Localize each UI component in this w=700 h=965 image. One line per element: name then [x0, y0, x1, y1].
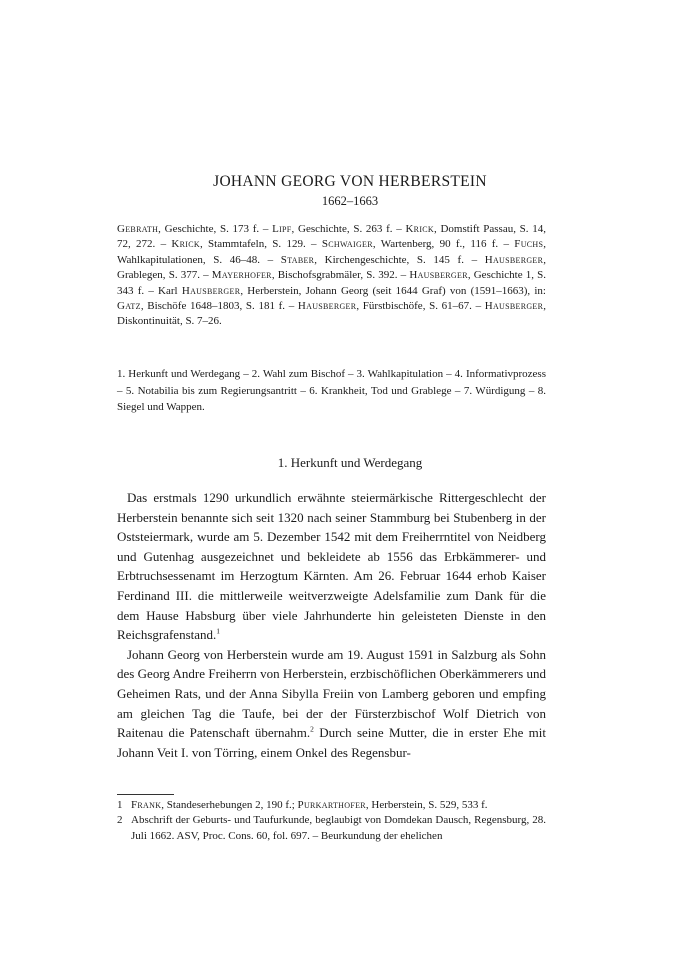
bib-entry-text: , Wahlkapitulationen, S. 46–48. – — [117, 238, 546, 266]
bib-author: Hausberger — [297, 300, 357, 313]
bib-author: Hausberger — [181, 284, 241, 297]
bib-author: Hausberger — [484, 300, 544, 313]
bib-author: Fuchs — [514, 238, 544, 251]
bib-author: Gatz — [117, 300, 141, 313]
paragraph-2 — [117, 645, 546, 763]
bib-entry-text: , Stammtafeln, S. 129. – — [199, 238, 322, 251]
paragraph-2-text-a: Johann Georg von Herberstein wurde am 19. August 1591 in Salzburg als Sohn des Georg Andre Freiherrn von Herberstein, erzbischöflichen Oberkämmerers und Geheimen Rats, und der Anna Sibylla Freiin von Lamberg geboren und empfing am gleichen Tag die Taufe, bei der der Fürsterzbischof Wolf Dietrich von Raitenau die Patenschaft übernahm. — [117, 646, 546, 741]
bib-entry-text: , Wartenberg, 90 f., 116 f. – — [372, 238, 515, 251]
footnote-author: Purkarthofer — [297, 799, 366, 811]
bib-author: Hausberger — [484, 253, 544, 266]
footnote-part: Abschrift der Geburts- und Taufurkunde, beglaubigt von Domdekan Dausch, Regensburg, 28. Juli 1662. ASV, Proc. Cons. 60, fol. 697. – Beurkundung der ehelichen — [131, 814, 546, 842]
bib-author: Schwaiger — [321, 238, 373, 251]
footnote-ref-1: 1 — [216, 626, 221, 636]
bib-entry-text: , Bischofsgrabmäler, S. 392. – — [271, 269, 410, 282]
table-of-contents: 1. Herkunft und Werdegang – 2. Wahl zum Bischof – 3. Wahlkapitulation – 4. Informativprozess – 5. Notabilia bis zum Regierungsantritt – 6. Krankheit, Tod und Grablege – 7. Würdigung – 8. Siegel und Wappen. — [117, 368, 546, 413]
bib-author: Lipf — [272, 223, 292, 235]
paragraph-1 — [117, 488, 546, 645]
footnote-text — [131, 813, 546, 844]
footnotes-block — [117, 798, 546, 844]
bib-author: Staber — [280, 253, 315, 266]
footnote — [117, 813, 546, 844]
bib-author: Krick — [171, 238, 200, 251]
footnote-part: , Herberstein, S. 529, 533 f. — [365, 799, 488, 811]
chapter-header — [0, 172, 700, 210]
bib-author: Gebrath — [117, 223, 159, 235]
footnote-number: 2 — [117, 814, 123, 827]
paragraph-2-text-b: Durch seine Mutter, die in erster Ehe mit Johann Veit I. von Törring, einem Onkel des Regensbur- — [117, 725, 546, 760]
bib-entry-text: , Bischöfe 1648–1803, S. 181 f. – — [140, 300, 298, 313]
footnote-number: 1 — [117, 799, 123, 811]
bib-entry-text: , Geschichte, S. 173 f. – — [158, 223, 273, 235]
bib-entry-text: , Herberstein, Johann Georg (seit 1644 Graf) von (1591–1663), in: — [240, 284, 546, 297]
bib-entry-text: , Domstift Passau, S. 14, 72, 272. – — [117, 223, 546, 251]
body-text — [117, 488, 546, 762]
bib-author: Hausberger — [409, 269, 468, 282]
footnote-text — [131, 798, 546, 813]
footnote-part: , Standeserhebungen 2, 190 f.; — [161, 799, 298, 811]
footnote-author: Frank — [131, 799, 162, 811]
chapter-years: 1662–1663 — [321, 194, 379, 208]
bib-entry-text: , Kirchengeschichte, S. 145 f. – — [314, 253, 485, 266]
bib-entry-text: , Diskontinuität, S. 7–26. — [117, 300, 546, 328]
bib-entry-text: , Geschichte 1, S. 343 f. – Karl — [117, 269, 547, 297]
bib-author: Krick — [405, 223, 434, 235]
section-heading: 1. Herkunft und Werdegang — [277, 455, 423, 470]
bib-entry-text: , Fürstbischöfe, S. 61–67. – — [356, 300, 485, 313]
bib-author: Mayerhofer — [211, 269, 272, 282]
paragraph-1-text: Das erstmals 1290 urkundlich erwähnte steiermärkische Rittergeschlecht der Herberstein benannte sich seit 1320 nach seiner Stammburg bei Stubenberg in der Oststeiermark, wurde am 5. Dezember 1542 mit dem Freiherrntitel von Neidberg und Gutenhag ausgezeichnet und bekleidete ab 1556 das Erbkämmerer- und Erbtruchsessenamt im Herzogtum Kärnten. Am 26. Februar 1644 erhob Kaiser Ferdinand III. die mittlerweile weitverzweigte Adelsfamilie zum Dank für die dem Hause Habsburg über viele Jahrhunderte hin geleisteten Dienste in den Reichsgrafenstand. — [117, 490, 546, 643]
bib-entry-text: , Geschichte, S. 263 f. – — [291, 223, 406, 235]
footnote-ref-2: 2 — [310, 724, 314, 734]
footnote-divider — [117, 794, 174, 795]
bib-entry-text: , Grablegen, S. 377. – — [117, 253, 546, 282]
chapter-title: JOHANN GEORG VON HERBERSTEIN — [213, 173, 487, 190]
bibliography-block — [117, 222, 546, 330]
footnote — [117, 798, 546, 813]
